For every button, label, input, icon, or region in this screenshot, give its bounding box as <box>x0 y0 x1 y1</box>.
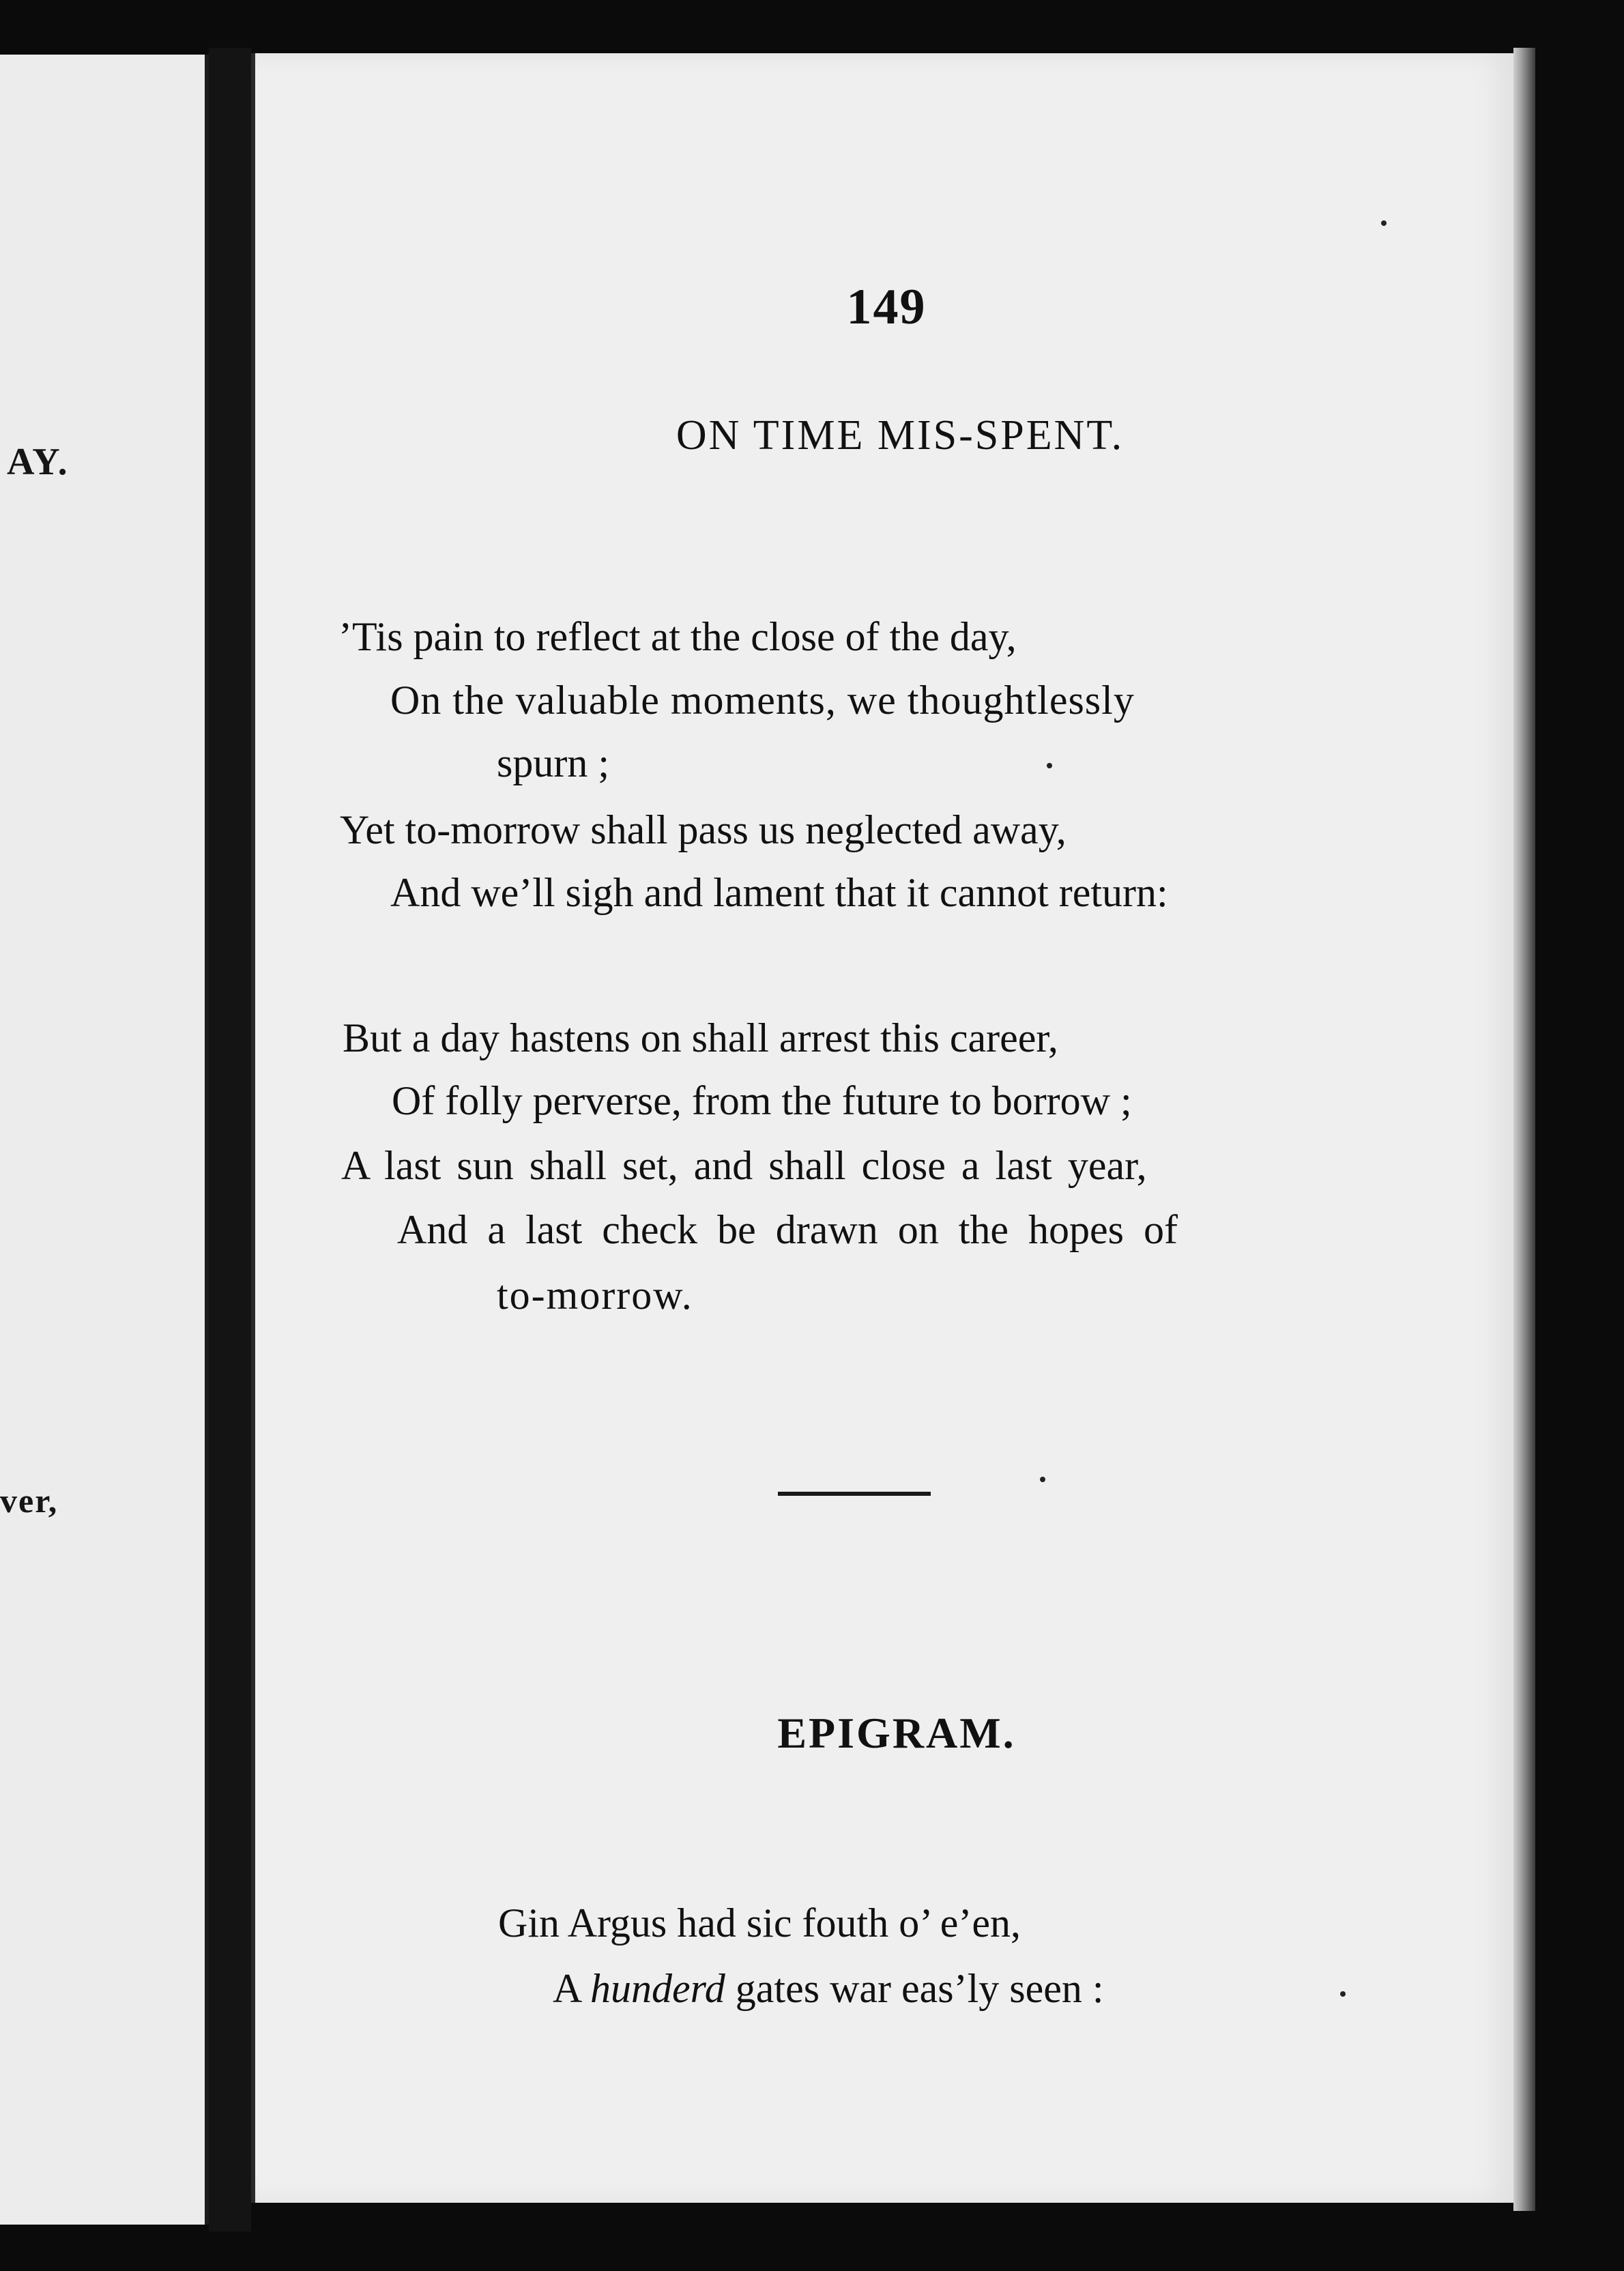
poem-line: And we’ll sigh and lament that it cannot return: <box>390 870 1168 915</box>
book-gutter <box>209 48 251 2231</box>
epigram-line: Gin Argus had sic fouth o’ e’en, <box>498 1900 1021 1945</box>
poem-line: Yet to-morrow shall pass us neglected away, <box>340 807 1067 852</box>
poem-line: A last sun shall set, and shall close a last year, <box>341 1143 1147 1188</box>
page-edge <box>1513 48 1535 2211</box>
epigram-text: gates war eas’ly seen : <box>725 1966 1104 2011</box>
poem-line: ’Tis pain to reflect at the close of the day, <box>338 614 1017 659</box>
epigram-italic-word: hunderd <box>590 1966 725 2011</box>
poem-line: Of folly perverse, from the future to borrow ; <box>392 1078 1132 1123</box>
epigram-title: EPIGRAM. <box>777 1709 1016 1757</box>
poem-line: to-morrow. <box>497 1273 693 1318</box>
poem-line: And a last check be drawn on the hopes of <box>397 1207 1178 1252</box>
section-divider <box>778 1492 931 1496</box>
paper-speck <box>1040 1477 1045 1482</box>
left-page <box>0 55 209 2225</box>
poem-line: spurn ; <box>497 740 609 785</box>
paper-speck <box>1381 220 1387 226</box>
left-page-fragment: ver, <box>0 1481 59 1520</box>
epigram-line <box>553 1968 1104 2009</box>
poem-title: ON TIME MIS-SPENT. <box>676 412 1125 459</box>
paper-speck <box>1340 1991 1346 1997</box>
book-page <box>251 53 1518 2203</box>
poem-line: On the valuable moments, we thoughtlessly <box>390 678 1135 723</box>
epigram-text: A <box>553 1966 591 2011</box>
left-page-fragment: AY. <box>7 441 69 483</box>
page-number: 149 <box>846 279 927 335</box>
paper-speck <box>1047 763 1052 768</box>
poem-line: But a day hastens on shall arrest this career, <box>343 1015 1058 1060</box>
